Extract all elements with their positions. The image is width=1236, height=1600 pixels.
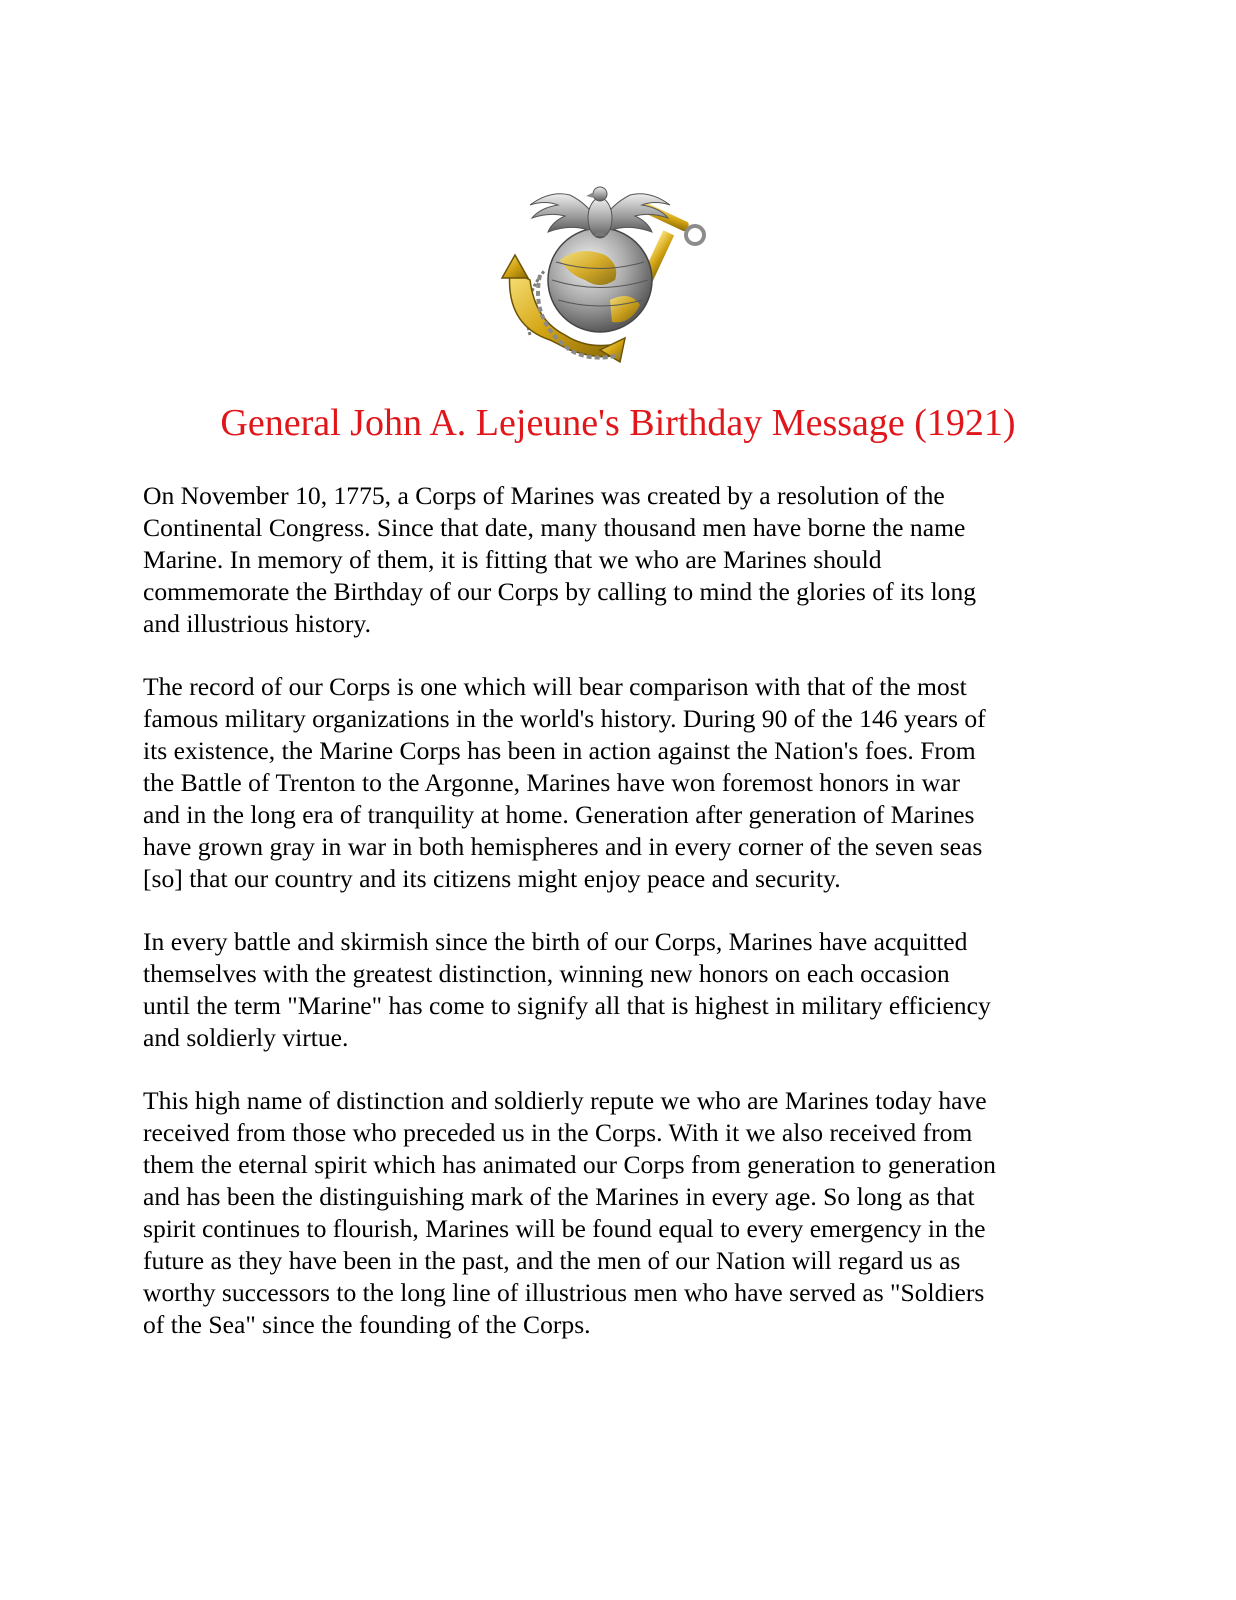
paragraph — [143, 671, 1088, 895]
text-line: spirit continues to flourish, Marines will be found equal to every emergency in the — [143, 1214, 986, 1243]
text-line: In every battle and skirmish since the birth of our Corps, Marines have acquitted — [143, 927, 968, 956]
text-line: commemorate the Birthday of our Corps by calling to mind the glories of its long — [143, 577, 977, 606]
text-line: worthy successors to the long line of illustrious men who have served as "Soldiers — [143, 1278, 985, 1307]
page-title: General John A. Lejeune's Birthday Message (1921) — [220, 402, 1016, 444]
marine-corps-emblem-icon — [490, 150, 714, 375]
text-line: This high name of distinction and soldierly repute we who are Marines today have — [143, 1086, 987, 1115]
text-line: of the Sea" since the founding of the Corps. — [143, 1310, 591, 1339]
text-line: and in the long era of tranquility at home. Generation after generation of Marines — [143, 800, 975, 829]
text-line: Marine. In memory of them, it is fitting that we who are Marines should — [143, 545, 882, 574]
text-line: future as they have been in the past, and the men of our Nation will regard us as — [143, 1246, 961, 1275]
text-line: famous military organizations in the world's history. During 90 of the 146 years of — [143, 704, 986, 733]
text-line: received from those who preceded us in the Corps. With it we also received from — [143, 1118, 973, 1147]
text-line: and soldierly virtue. — [143, 1023, 349, 1052]
text-line: Continental Congress. Since that date, many thousand men have borne the name — [143, 513, 966, 542]
text-line: its existence, the Marine Corps has been in action against the Nation's foes. From — [143, 736, 976, 765]
text-line: have grown gray in war in both hemispheres and in every corner of the seven seas — [143, 832, 983, 861]
text-line: [so] that our country and its citizens might enjoy peace and security. — [143, 864, 841, 893]
text-line: the Battle of Trenton to the Argonne, Marines have won foremost honors in war — [143, 768, 960, 797]
paragraph — [143, 1085, 1088, 1341]
text-line: until the term "Marine" has come to signify all that is highest in military efficiency — [143, 991, 991, 1020]
text-line: On November 10, 1775, a Corps of Marines was created by a resolution of the — [143, 481, 945, 510]
text-line: The record of our Corps is one which will bear comparison with that of the most — [143, 672, 967, 701]
text-line: and illustrious history. — [143, 609, 371, 638]
text-line: them the eternal spirit which has animated our Corps from generation to generation — [143, 1150, 996, 1179]
text-line: themselves with the greatest distinction, winning new honors on each occasion — [143, 959, 950, 988]
paragraph — [143, 926, 1088, 1054]
message-body — [143, 480, 1088, 1372]
text-line: and has been the distinguishing mark of the Marines in every age. So long as that — [143, 1182, 975, 1211]
paragraph — [143, 480, 1088, 640]
